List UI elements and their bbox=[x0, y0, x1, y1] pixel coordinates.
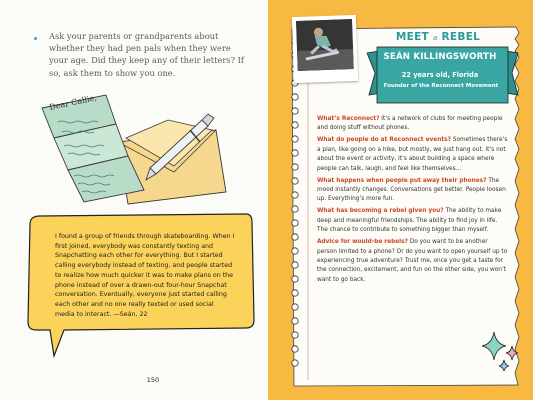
qa-item bbox=[317, 115, 509, 134]
qa-item bbox=[317, 238, 509, 285]
rebel-role: Founder of the Reconnect Movement bbox=[383, 83, 499, 89]
page-number: 150 bbox=[146, 376, 160, 384]
qa-question: What’s Reconnect? bbox=[317, 116, 380, 122]
sparkle-icon bbox=[478, 326, 524, 372]
rebel-name: SEÁN KILLINGSWORTH bbox=[383, 52, 497, 62]
quote-body: I found a group of friends through skateboarding. When I first joined, everybody was constantly texting and Snapchatting each other for everything. But I started calling everybody instead of texting, and people started to realize how much quicker it was to make plans on the phone instead of over a drawn-out four-hour Snapchat conversation. Eventually, everyone just started calling each other and no one really texted or used social media to interact. bbox=[55, 233, 235, 318]
bullet-dot bbox=[34, 37, 37, 40]
qa-item bbox=[317, 177, 509, 205]
qa-answer: The ability to make deep and meaningful friendships. The ability to find joy in life. The chance to contribute to something bigger than myself. bbox=[317, 208, 502, 234]
qa-item bbox=[317, 207, 509, 235]
qa-question: What happens when people put away their phones? bbox=[317, 177, 487, 184]
skateboarder-image bbox=[296, 19, 354, 71]
qa-answer: Sometimes there’s a plan, like going on a hike, but mostly, we just hang out. It’s not about the event or activity, it’s about building a space where people can talk, laugh, and feel like themselves… bbox=[317, 137, 508, 172]
qa-item bbox=[317, 136, 509, 174]
rebel-age-location: 22 years old, Florida bbox=[401, 71, 479, 79]
qa-answer: The mood instantly changes. Conversations get better. People loosen up. Everything’s more fun. bbox=[317, 177, 506, 203]
qa-answer: Do you want to be another person limited to a phone? Or do you want to open yourself up to experiencing true adventure? Trust me, once you get a taste for the connection, excitement, and fun on the other side, you won’t want to go back. bbox=[317, 239, 508, 283]
profile-photo bbox=[292, 15, 358, 83]
qa-question: Advice for would-be rebels? bbox=[317, 239, 408, 246]
qa-question: What do people do at Reconnect events? bbox=[317, 137, 451, 144]
qa-question: What has becoming a rebel given you? bbox=[317, 208, 444, 215]
quote-text bbox=[55, 232, 235, 319]
interview-qa bbox=[317, 115, 509, 288]
letter-envelope-pen-illustration bbox=[40, 90, 230, 205]
intro-paragraph: Ask your parents or grandparents about whether they had pen pals when they were your age. Did they keep any of their letters? If so, ask them to show you one. bbox=[49, 31, 244, 78]
qa-answer: It’s a network of clubs for meeting people and doing stuff without phones. bbox=[317, 116, 503, 132]
meet-a-rebel-heading: MEET a REBEL bbox=[395, 31, 481, 43]
letter-salutation: Dear Callie, bbox=[48, 93, 98, 112]
quote-attribution: —Seán, 22 bbox=[113, 310, 148, 318]
